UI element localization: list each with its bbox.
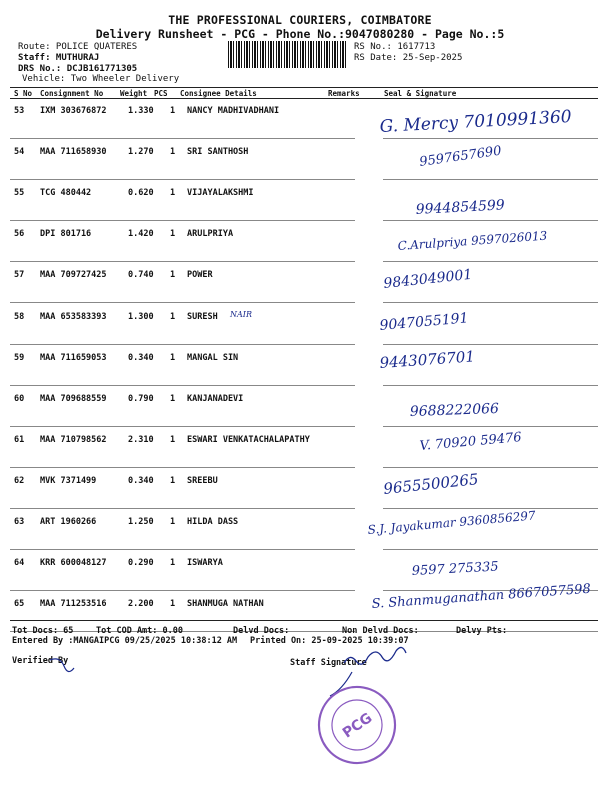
row-consignment-no: MAA 709727425 xyxy=(40,270,107,281)
row-consignment-no: MAA 709688559 xyxy=(40,393,107,404)
col-pcs: PCS xyxy=(154,89,168,98)
row-weight: 1.250 xyxy=(128,517,154,527)
row-sno: 54 xyxy=(14,147,25,158)
row-pcs: 1 xyxy=(170,188,176,199)
staff-label: Staff: MUTHURAJ xyxy=(18,53,100,63)
rs-number: RS No.: 1617713 xyxy=(354,42,436,52)
handwritten-signature: 9655500265 xyxy=(382,470,480,498)
table-row xyxy=(10,468,598,509)
entered-by: Entered By :MANGAIPCG 09/25/2025 10:38:12 AM xyxy=(12,636,238,646)
total-docs: Tot Docs: 65 xyxy=(12,626,74,636)
row-consignee: VIJAYALAKSHMI xyxy=(187,188,254,199)
row-consignment-no: TCG 480442 xyxy=(40,188,92,199)
barcode xyxy=(228,41,348,68)
row-sno: 56 xyxy=(14,229,25,240)
runsheet-subtitle: Delivery Runsheet - PCG - Phone No.:9047080280 - Page No.:5 xyxy=(95,27,505,41)
row-pcs: 1 xyxy=(170,558,176,569)
row-pcs: 1 xyxy=(170,311,176,322)
row-consignee: SHANMUGA NATHAN xyxy=(187,599,264,610)
table-row xyxy=(10,386,598,427)
handwritten-signature: 9597 275335 xyxy=(411,559,499,579)
row-pcs: 1 xyxy=(170,434,176,445)
row-weight: 0.340 xyxy=(128,352,154,363)
row-consignment-no: ART 1960266 xyxy=(40,517,97,527)
row-consignee: NANCY MADHIVADHANI xyxy=(187,106,280,116)
col-seal: Seal & Signature xyxy=(384,89,457,98)
row-sno: 64 xyxy=(14,558,25,569)
table-row xyxy=(10,221,598,262)
row-pcs: 1 xyxy=(170,270,176,281)
row-weight: 0.740 xyxy=(128,270,154,281)
table-row xyxy=(10,509,598,550)
svg-text:PCG: PCG xyxy=(339,710,376,742)
table-top-rule xyxy=(10,87,598,88)
handwritten-signature: S. Shanmuganathan 8667057598 xyxy=(371,581,592,612)
vehicle-label: Vehicle: Two Wheeler Delivery xyxy=(22,74,180,84)
staff-signature-label: Staff Signature xyxy=(290,658,367,668)
handwritten-signature: C.Arulpriya 9597026013 xyxy=(397,228,548,253)
row-sno: 57 xyxy=(14,270,25,281)
row-sno: 60 xyxy=(14,393,25,404)
col-remarks: Remarks xyxy=(328,89,360,98)
drs-label: DRS No.: DCJB161771305 xyxy=(18,64,138,74)
table-row xyxy=(10,180,598,221)
row-sno: 65 xyxy=(14,599,25,610)
row-pcs: 1 xyxy=(170,517,176,527)
table-row xyxy=(10,427,598,468)
row-consignee: ARULPRIYA xyxy=(187,229,234,240)
printed-on: Printed On: 25-09-2025 10:39:07 xyxy=(250,636,409,646)
row-consignee: HILDA DASS xyxy=(187,517,239,527)
row-pcs: 1 xyxy=(170,229,176,240)
row-weight: 1.420 xyxy=(128,229,154,240)
row-sno: 55 xyxy=(14,188,25,199)
row-pcs: 1 xyxy=(170,147,176,158)
table-row xyxy=(10,304,598,345)
row-consignee: SRI SANTHOSH xyxy=(187,147,249,158)
handwritten-signature: 9047055191 xyxy=(378,310,470,334)
table-row xyxy=(10,139,598,180)
handwritten-signature: G. Mercy 7010991360 xyxy=(379,106,573,137)
row-consignee: ISWARYA xyxy=(187,558,223,569)
row-consignment-no: IXM 303676872 xyxy=(40,106,107,116)
delivery-points: Delvy Pts: xyxy=(456,626,508,636)
handwritten-signature: 9597657690 xyxy=(418,143,503,170)
row-consignee: MANGAL SIN xyxy=(187,352,239,363)
row-sno: 58 xyxy=(14,311,25,322)
handwritten-signature: S.J. Jayakumar 9360856297 xyxy=(367,508,537,537)
row-handwritten-note: NAIR xyxy=(230,309,252,319)
rs-date: RS Date: 25-Sep-2025 xyxy=(354,53,463,63)
row-sno: 53 xyxy=(14,106,25,116)
total-cod: Tot COD Amt: 0.00 xyxy=(96,626,183,636)
row-weight: 0.620 xyxy=(128,188,154,199)
row-weight: 0.290 xyxy=(128,558,154,569)
row-weight: 1.300 xyxy=(128,311,154,322)
handwritten-signature: 9688222066 xyxy=(409,400,500,420)
row-consignment-no: DPI 801716 xyxy=(40,229,92,240)
row-pcs: 1 xyxy=(170,393,176,404)
row-consignment-no: MAA 711253516 xyxy=(40,599,107,610)
row-consignee: POWER xyxy=(187,270,213,281)
row-weight: 1.270 xyxy=(128,147,154,158)
table-row xyxy=(10,98,598,139)
row-consignment-no: MVK 7371499 xyxy=(40,475,97,486)
row-pcs: 1 xyxy=(170,352,176,363)
row-consignee: ESWARI VENKATACHALAPATHY xyxy=(187,434,310,445)
row-weight: 0.340 xyxy=(128,475,154,486)
handwritten-signature: 9843049001 xyxy=(382,266,474,292)
handwritten-signature: 9944854599 xyxy=(415,197,506,218)
row-consignment-no: MAA 711659053 xyxy=(40,352,107,363)
handwritten-signature: 9443076701 xyxy=(379,347,476,372)
table-row xyxy=(10,550,598,591)
row-sno: 61 xyxy=(14,434,25,445)
verified-by-label: Verified By xyxy=(12,656,69,666)
row-sno: 63 xyxy=(14,517,25,527)
pcg-stamp xyxy=(304,672,410,778)
row-consignment-no: MAA 653583393 xyxy=(40,311,107,322)
row-pcs: 1 xyxy=(170,599,176,610)
col-consignment: Consignment No xyxy=(40,89,104,98)
table-bottom-rule xyxy=(10,620,598,621)
row-sno: 59 xyxy=(14,352,25,363)
row-weight: 0.790 xyxy=(128,393,154,404)
col-weight: Weight xyxy=(120,89,148,98)
route-label: Route: POLICE QUATERES xyxy=(18,42,138,52)
row-weight: 2.310 xyxy=(128,434,154,445)
table-row xyxy=(10,345,598,386)
delivered-docs: Delvd Docs: xyxy=(233,626,290,636)
col-consignee: Consignee Details xyxy=(180,89,257,98)
company-title: THE PROFESSIONAL COURIERS, COIMBATORE xyxy=(168,13,432,27)
non-delivered-docs: Non Delvd Docs: xyxy=(342,626,419,636)
row-consignee: SREEBU xyxy=(187,475,218,486)
row-consignment-no: MAA 711658930 xyxy=(40,147,107,158)
table-row xyxy=(10,262,598,303)
row-sno: 62 xyxy=(14,475,25,486)
row-weight: 2.200 xyxy=(128,599,154,610)
row-pcs: 1 xyxy=(170,106,176,116)
row-consignee: SURESH xyxy=(187,311,218,322)
row-pcs: 1 xyxy=(170,475,176,486)
row-weight: 1.330 xyxy=(128,106,154,116)
row-consignee: KANJANADEVI xyxy=(187,393,244,404)
col-sno: S No xyxy=(14,89,33,98)
row-consignment-no: KRR 600048127 xyxy=(40,558,107,569)
row-consignment-no: MAA 710798562 xyxy=(40,434,107,445)
handwritten-signature: V. 70920 59476 xyxy=(419,430,523,454)
